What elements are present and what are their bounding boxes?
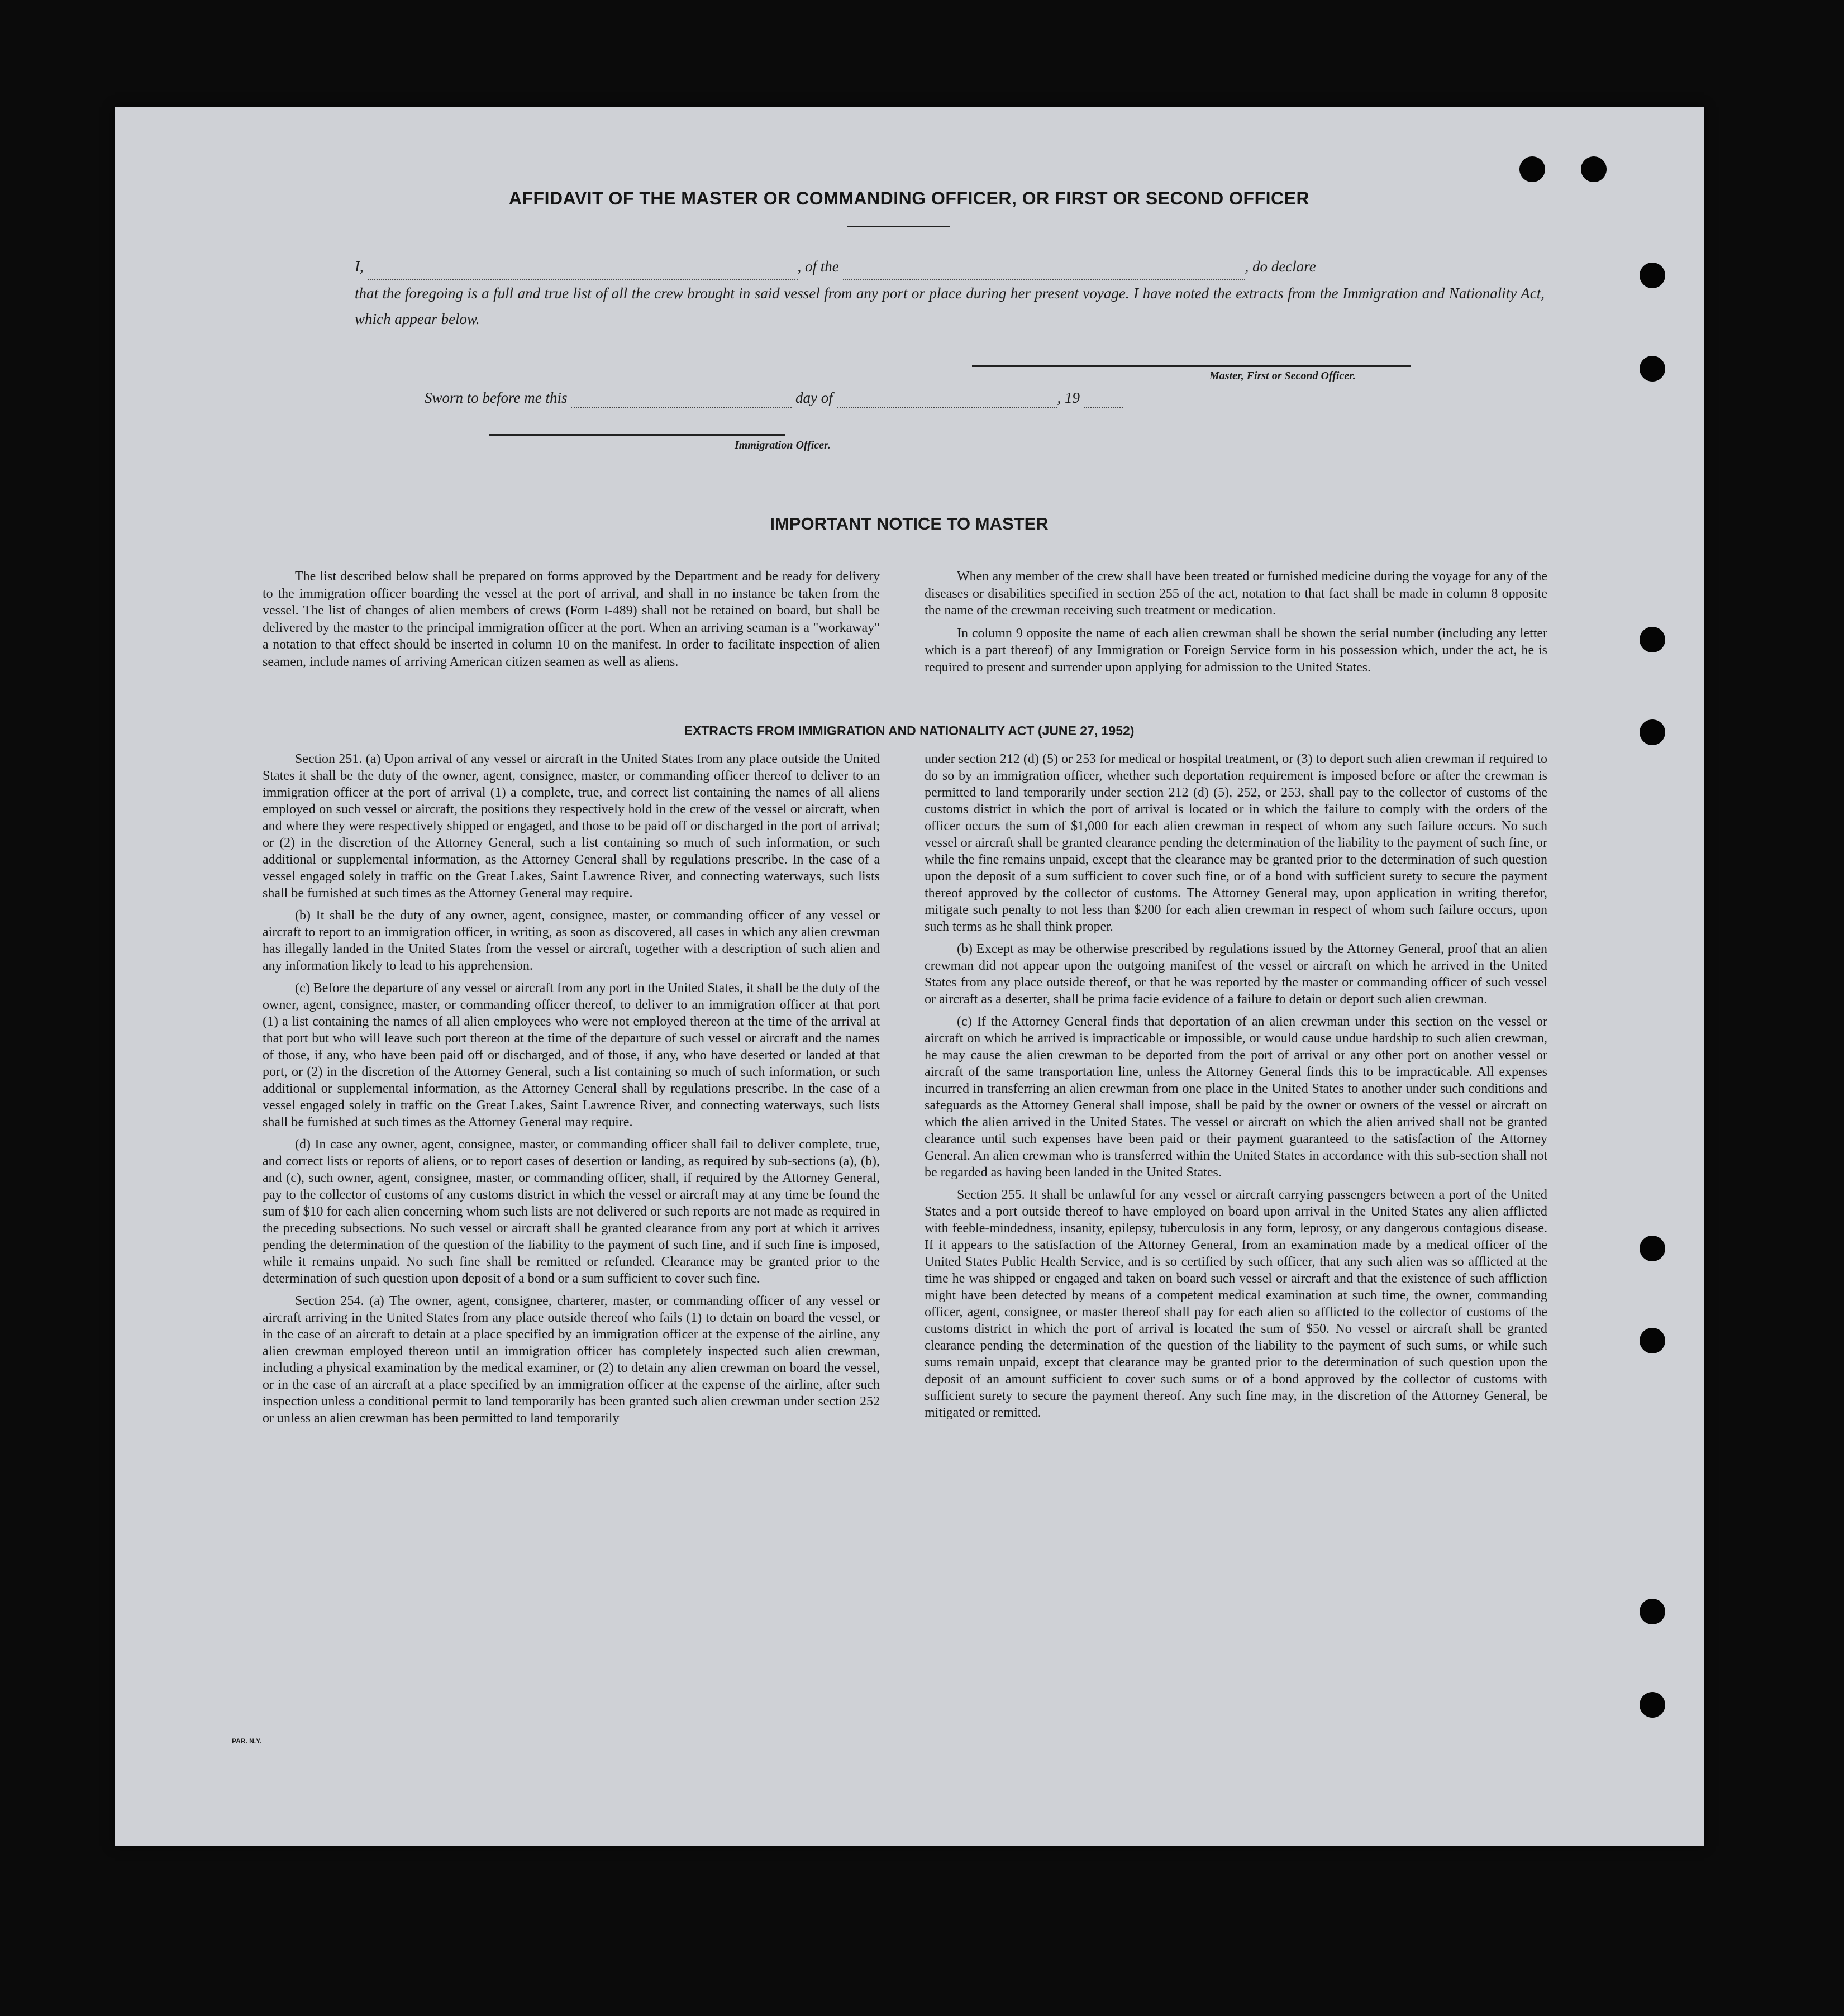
section-paragraph: (c) Before the departure of any vessel or aircraft from any port in the United States, it shall be the duty of the owner, agent, consignee, master, or commanding officer thereof, to deliver to an immigration officer at that port (1) a list containing the names of all alien employees who were not employed thereon at the time of the arrival at that port but who will leave such port thereon at the time of the departure of such vessel or aircraft and the names of those, if any, who have been paid off or discharged, and of those, if any, who have deserted or landed at that port, or (2) in the discretion of the Attorney General, such a list containing so much of such information, or such additional or supplemental information, as the Attorney General shall by regulations prescribe. In the case of a vessel engaged solely in traffic on the Great Lakes, Saint Lawrence River, and connecting waterways, such lists shall be furnished at such times as the Attorney General may require. bbox=[263, 981, 880, 1129]
vessel-field[interactable] bbox=[843, 254, 1245, 280]
notice-paragraph: When any member of the crew shall have been treated or furnished medicine during the voyage for any of the diseases or disabilities specified in section 255 of the act, notation to that fact shall be made in column 8 opposite the name of the crewman receiving such treatment or medication. bbox=[925, 569, 1547, 618]
section-paragraph: (b) It shall be the duty of any owner, agent, consignee, master, or commanding officer of any vessel or aircraft to report to an immigration officer, in writing, as soon as discovered, all cases in which any alien crewman has illegally landed in the United States from the vessel or aircraft, together with a description of such alien and any information likely to lead to his apprehension. bbox=[263, 908, 880, 973]
sworn-year-field[interactable] bbox=[1084, 389, 1123, 408]
notice-paragraph: In column 9 opposite the name of each alien crewman shall be shown the serial number (including any letter which is a part thereof) of any Immigration or Foreign Service form in his possession which, under the act, he is required to present and surrender upon applying for admission to the United States. bbox=[925, 626, 1547, 675]
title-divider bbox=[847, 226, 950, 227]
punch-hole-icon bbox=[1519, 156, 1545, 182]
section-paragraph: (c) If the Attorney General finds that deportation of an alien crewman under this section on the vessel or aircraft on which he arrived is impracticable or impossible, or would cause undue hardship to such alien crewman, he may cause the alien crewman to be deported from the port of arrival or any other port on another vessel or aircraft of the same transportation line, unless the Attorney General finds this to be impracticable. All expenses incurred in transferring an alien crewman from one place in the United States to another under such conditions and safeguards as the Attorney General shall impose, shall be paid by the owner or owners of the vessel or aircraft on which the alien arrived in the United States. The vessel or aircraft on which the alien arrived shall not be granted clearance until such expenses have been paid or their payment guaranteed to the satisfaction of the Attorney General. An alien crewman who is transferred within the United States in accordance with this sub-section shall not be regarded as having been landed in the United States. bbox=[925, 1014, 1547, 1180]
punch-hole-icon bbox=[1640, 1328, 1665, 1353]
document-title: AFFIDAVIT OF THE MASTER OR COMMANDING OFFICER, OR FIRST OR SECOND OFFICER bbox=[508, 188, 1310, 208]
section-paragraph: (d) In case any owner, agent, consignee, master, or commanding officer shall fail to deliver complete, true, and correct lists or reports of aliens, or to report cases of desertion or landing, as required by sub-sections (a), (b), and (c), such owner, agent, consignee, master, or commanding officer, shall, if required by the Attorney General, pay to the collector of customs of any customs district in which the vessel or aircraft may at any time be found the sum of $10 for each alien concerning whom such lists are not delivered or such reports are not made as required in the preceding subsections. No such vessel or aircraft shall be granted clearance from any port at which it arrives pending the determination of the question of the liability to the payment of such fine, and if such fine is imposed, while it remains unpaid. No such fine shall be remitted or refunded. Clearance may be granted prior to the determination of such question upon deposit of a bond or a sum sufficient to cover such fine. bbox=[263, 1137, 880, 1286]
declaration-body: that the foregoing is a full and true list of all the crew brought in said vessel from any port or place during her present voyage. I have noted the extracts from the Immigration and Nationality Act, which appear below. bbox=[355, 285, 1545, 327]
master-signature-line[interactable] bbox=[972, 365, 1411, 367]
do-declare-label: , do declare bbox=[1245, 258, 1316, 275]
section-paragraph: Section 251. (a) Upon arrival of any vessel or aircraft in the United States from any place outside the United States it shall be the duty of the owner, agent, consignee, master, or commanding officer thereof to deliver to an immigration officer at the port of arrival (1) a complete, true, and correct list containing the names of all aliens employed on such vessel or aircraft, the positions they respectively hold in the crew of the vessel or aircraft, when and where they were respectively shipped or engaged, and those to be paid off or discharged in the port of arrival; or (2) in the discretion of the Attorney General, such a list containing so much of such information, or such additional or supplemental information, as the Attorney General shall by regulations prescribe. In the case of a vessel engaged solely in traffic on the Great Lakes, Saint Lawrence River, and connecting waterways, such lists shall be furnished at such times as the Attorney General may require. bbox=[263, 752, 880, 900]
section-paragraph: Section 254. (a) The owner, agent, consignee, charterer, master, or commanding officer of any vessel or aircraft arriving in the United States from any place outside thereof who fails (1) to detain on board the vessel, or in the case of an aircraft to detain at a place specified by an immigration officer at the expense of the airline, any alien crewman employed thereon until an immigration officer has completely inspected such alien crewman, including a physical examination by the medical examiner, or (2) to detain any alien crewman on board the vessel, or in the case of an aircraft at a place specified by an immigration officer at the expense of the airline, after such inspection unless a conditional permit to land temporarily has been granted such alien crewman under section 252 or unless an alien crewman has been permitted to land temporarily bbox=[263, 1294, 880, 1426]
extracts-right-column bbox=[925, 751, 1547, 1427]
sworn-label: Sworn to before me this bbox=[425, 389, 568, 406]
name-field[interactable] bbox=[368, 254, 798, 280]
punch-hole-icon bbox=[1581, 156, 1607, 182]
punch-hole-icon bbox=[1640, 1236, 1665, 1261]
declaration-line bbox=[355, 254, 1545, 280]
punch-hole-icon bbox=[1640, 627, 1665, 652]
declaration bbox=[355, 254, 1545, 332]
i-label: I, bbox=[355, 258, 364, 275]
punch-hole-icon bbox=[1640, 263, 1665, 288]
section-paragraph: under section 212 (d) (5) or 253 for medical or hospital treatment, or (3) to deport such alien crewman if required to do so by an immigration officer, whether such deportation requirement is imposed before or after the crewman is permitted to land temporarily under section 212 (d) (5), 252, or 253, shall pay to the collector of customs of the customs district in which the port of arrival is located or in which the failure to comply with the orders of the officer occurs the sum of $1,000 for each alien crewman in respect of whom any such failure occurs. No such vessel or aircraft shall be granted clearance pending the determination of the liability to the payment of such fine, or while the fine remains unpaid, except that the clearance may be granted prior to the determination of such question upon the deposit of a sum sufficient to cover such fine, or of a bond with sufficient surety to secure the payment thereof approved by the collector of customs. The Attorney General may, upon application in writing therefor, mitigate such penalty to not less than $200 for each alien crewman in respect of whom such failure occurs, upon such terms as he shall think proper. bbox=[925, 752, 1547, 934]
extracts-left-column bbox=[263, 751, 880, 1432]
sworn-month-field[interactable] bbox=[837, 389, 1057, 408]
sworn-day-field[interactable] bbox=[571, 389, 792, 408]
of-the-label: , of the bbox=[797, 258, 839, 275]
section-paragraph: Section 255. It shall be unlawful for any vessel or aircraft carrying passengers between a port of the United States and a port outside thereof to have employed on board upon arrival in the United States any alien afflicted with feeble-mindedness, insanity, epilepsy, tuberculosis in any form, leprosy, or any dangerous contagious disease. If it appears to the satisfaction of the Attorney General, from an examination made by a medical officer of the United States Public Health Service, and is so certified by such officer, that any such alien was so afflicted at the time he was shipped or engaged and taken on board such vessel or aircraft and that the existence of such affliction might have been detected by means of a competent medical examination at such time, the owner, commanding officer, agent, consignee, or master thereof shall pay for each alien so afflicted to the collector of customs of the customs district in which the port of arrival is located the sum of $50. No vessel or aircraft shall be granted clearance pending the determination of the question of the liability to the payment of such sums, or while such sums remain unpaid, except that clearance may be granted prior to the determination of such question upon the deposit of an amount sufficient to cover such sums or of a bond approved by the collector of customs with sufficient surety to secure the payment thereof. Any such fine may, in the discretion of the Attorney General, be mitigated or remitted. bbox=[925, 1188, 1547, 1420]
punch-hole-icon bbox=[1640, 356, 1665, 382]
section-paragraph: (b) Except as may be otherwise prescribed by regulations issued by the Attorney General, proof that an alien crewman did not appear upon the outgoing manifest of the vessel or aircraft on which he arrived in the United States from any place outside thereof, or that he was reported by the master or commanding officer of such vessel or aircraft as a deserter, shall be prima facie evidence of a failure to detain or deport such alien crewman. bbox=[925, 942, 1547, 1007]
year-label: , 19 bbox=[1057, 389, 1080, 406]
notice-heading: IMPORTANT NOTICE TO MASTER bbox=[770, 514, 1049, 533]
notice-paragraph: The list described below shall be prepared on forms approved by the Department and be ready for delivery to the immigration officer boarding the vessel at the port of arrival, and shall in no instance be taken from the vessel. The list of changes of alien members of crews (Form I-489) shall not be retained on board, but shall be delivered by the master to the principal immigration officer at the port. When an arriving seaman is a "workaway" a notation to that effect should be inserted in column 10 on the manifest. In order to facilitate inspection of alien seamen, include names of arriving American citizen seamen as well as aliens. bbox=[263, 569, 880, 669]
officer-signature-label: Immigration Officer. bbox=[735, 439, 831, 451]
notice-left-column bbox=[263, 568, 880, 676]
extracts-heading: EXTRACTS FROM IMMIGRATION AND NATIONALITY ACT (JUNE 27, 1952) bbox=[684, 723, 1135, 738]
notice-right-column bbox=[925, 568, 1547, 681]
punch-hole-icon bbox=[1640, 1692, 1665, 1718]
officer-signature-line[interactable] bbox=[489, 434, 785, 436]
master-signature-label: Master, First or Second Officer. bbox=[1209, 370, 1356, 382]
document-page bbox=[115, 107, 1704, 1846]
sworn-line bbox=[425, 389, 1123, 408]
punch-hole-icon bbox=[1640, 1599, 1665, 1624]
day-of-label: day of bbox=[795, 389, 833, 406]
printer-mark: PAR. N.Y. bbox=[232, 1737, 262, 1745]
